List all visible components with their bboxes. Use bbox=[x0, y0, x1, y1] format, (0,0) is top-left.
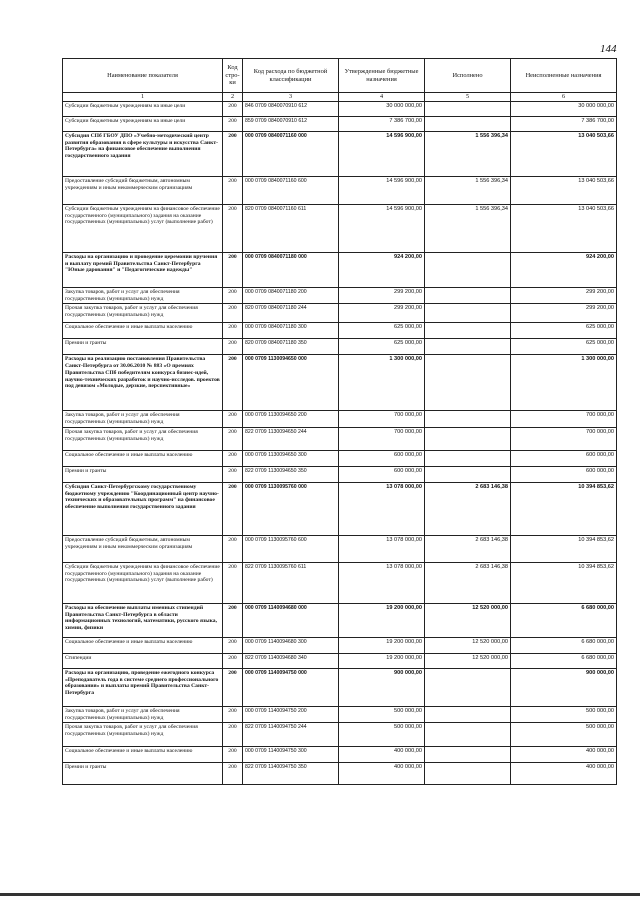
row-indicator-name: Премии и гранты bbox=[63, 763, 223, 785]
row-unexecuted-amount: 299 200,00 bbox=[511, 288, 617, 304]
table-row bbox=[63, 466, 617, 482]
table-row bbox=[63, 177, 617, 205]
row-executed-amount bbox=[425, 747, 511, 763]
row-approved-amount: 14 596 900,00 bbox=[339, 177, 425, 205]
row-expense-code: 822 0709 1130095760 611 bbox=[243, 562, 339, 603]
table-row bbox=[63, 747, 617, 763]
row-indicator-name: Социальное обеспечение и иные выплаты населению bbox=[63, 450, 223, 466]
header-expense-code: Код расхода по бюджетной классификации bbox=[243, 59, 339, 93]
row-executed-amount: 2 683 146,38 bbox=[425, 562, 511, 603]
row-unexecuted-amount: 13 040 503,66 bbox=[511, 177, 617, 205]
row-line-code: 200 bbox=[223, 339, 243, 355]
row-executed-amount: 2 683 146,38 bbox=[425, 535, 511, 562]
row-executed-amount bbox=[425, 706, 511, 722]
row-approved-amount: 13 078 000,00 bbox=[339, 482, 425, 535]
row-line-code: 200 bbox=[223, 466, 243, 482]
row-expense-code: 000 0709 0840071180 200 bbox=[243, 288, 339, 304]
row-approved-amount: 400 000,00 bbox=[339, 763, 425, 785]
row-indicator-name: Расходы на реализацию постановления Правительства Санкт-Петербурга от 30.06.2010 № 883 «О премиях Правительства СПб победителям конкурса бизнес-идей, научно-технических разработок и научно-исследов. проектов под девизом «Молодые, дерзкие, перспективные» bbox=[63, 355, 223, 411]
column-number: 3 bbox=[243, 93, 339, 102]
row-line-code: 200 bbox=[223, 535, 243, 562]
row-indicator-name: Прочая закупка товаров, работ и услуг для обеспечения государственных (муниципальных) нужд bbox=[63, 427, 223, 450]
row-unexecuted-amount: 500 000,00 bbox=[511, 723, 617, 747]
row-expense-code: 000 0709 1130094650 200 bbox=[243, 411, 339, 427]
row-approved-amount: 500 000,00 bbox=[339, 706, 425, 722]
row-indicator-name: Прочая закупка товаров, работ и услуг для обеспечения государственных (муниципальных) нужд bbox=[63, 723, 223, 747]
budget-execution-table bbox=[62, 58, 617, 785]
row-line-code: 200 bbox=[223, 323, 243, 339]
row-executed-amount: 12 520 000,00 bbox=[425, 637, 511, 653]
row-expense-code: 000 0709 0840071160 600 bbox=[243, 177, 339, 205]
row-approved-amount: 19 200 000,00 bbox=[339, 637, 425, 653]
row-indicator-name: Предоставление субсидий бюджетным, автономным учреждениям и иным некоммерческим организациям bbox=[63, 177, 223, 205]
row-unexecuted-amount: 600 000,00 bbox=[511, 450, 617, 466]
row-indicator-name: Субсидии бюджетным учреждениям на иные цели bbox=[63, 117, 223, 132]
row-indicator-name: Расходы на организацию, проведение ежегодного конкурса «Преподаватель года в системе среднего профессионального образования» и выплаты премий Правительства Санкт-Петербурга bbox=[63, 668, 223, 706]
row-line-code: 200 bbox=[223, 411, 243, 427]
row-approved-amount: 19 200 000,00 bbox=[339, 653, 425, 668]
row-expense-code: 000 0709 1140094750 200 bbox=[243, 706, 339, 722]
row-expense-code: 000 0709 0840071180 300 bbox=[243, 323, 339, 339]
row-approved-amount: 600 000,00 bbox=[339, 450, 425, 466]
table-row bbox=[63, 102, 617, 117]
row-line-code: 200 bbox=[223, 450, 243, 466]
row-executed-amount bbox=[425, 411, 511, 427]
row-executed-amount bbox=[425, 288, 511, 304]
table-row bbox=[63, 427, 617, 450]
row-approved-amount: 600 000,00 bbox=[339, 466, 425, 482]
row-indicator-name: Субсидия СПб ГБОУ ДПО «Учебно-методический центр развития образования в сфере культуры и искусства Санкт-Петербурга» на финансовое обеспечение выполнения государственного задания bbox=[63, 132, 223, 177]
row-approved-amount: 1 300 000,00 bbox=[339, 355, 425, 411]
table-row bbox=[63, 339, 617, 355]
row-expense-code: 000 0709 1130094650 300 bbox=[243, 450, 339, 466]
row-expense-code: 000 0709 0840071160 000 bbox=[243, 132, 339, 177]
row-unexecuted-amount: 13 040 503,66 bbox=[511, 205, 617, 253]
row-indicator-name: Субсидии бюджетным учреждениям на финансовое обеспечение государственного (муниципального) задания на оказание государственных (муниципальных) услуг (выполнение работ) bbox=[63, 205, 223, 253]
row-unexecuted-amount: 924 200,00 bbox=[511, 253, 617, 288]
table-row bbox=[63, 763, 617, 785]
table-body bbox=[63, 102, 617, 785]
row-executed-amount: 2 683 146,38 bbox=[425, 482, 511, 535]
row-executed-amount: 12 520 000,00 bbox=[425, 653, 511, 668]
row-unexecuted-amount: 10 394 853,62 bbox=[511, 535, 617, 562]
table-row bbox=[63, 706, 617, 722]
row-unexecuted-amount: 600 000,00 bbox=[511, 466, 617, 482]
row-expense-code: 000 0709 1140094680 000 bbox=[243, 603, 339, 637]
row-indicator-name: Закупка товаров, работ и услуг для обеспечения государственных (муниципальных) нужд bbox=[63, 706, 223, 722]
header-unexecuted: Неисполненные назначения bbox=[511, 59, 617, 93]
row-unexecuted-amount: 900 000,00 bbox=[511, 668, 617, 706]
row-line-code: 200 bbox=[223, 653, 243, 668]
scan-edge-divider bbox=[0, 893, 640, 896]
row-expense-code: 000 0709 1130095760 600 bbox=[243, 535, 339, 562]
table-row bbox=[63, 132, 617, 177]
table-row bbox=[63, 482, 617, 535]
row-executed-amount bbox=[425, 339, 511, 355]
row-unexecuted-amount: 6 680 000,00 bbox=[511, 637, 617, 653]
row-line-code: 200 bbox=[223, 253, 243, 288]
header-approved: Утвержденные бюджетные назначения bbox=[339, 59, 425, 93]
row-executed-amount bbox=[425, 304, 511, 323]
row-indicator-name: Расходы на обеспечение выплаты именных стипендий Правительства Санкт-Петербурга в области информационных технологий, математики, русского языка, химии, физики bbox=[63, 603, 223, 637]
table-row bbox=[63, 603, 617, 637]
row-expense-code: 000 0709 0840071180 000 bbox=[243, 253, 339, 288]
row-executed-amount: 1 556 396,34 bbox=[425, 132, 511, 177]
table-row bbox=[63, 411, 617, 427]
row-line-code: 200 bbox=[223, 482, 243, 535]
row-expense-code: 859 0709 0840070910 612 bbox=[243, 117, 339, 132]
row-unexecuted-amount: 30 000 000,00 bbox=[511, 102, 617, 117]
row-indicator-name: Субсидии бюджетным учреждениям на финансовое обеспечение государственного (муниципального) задания на оказание государственных (муниципальных) услуг (выполнение работ) bbox=[63, 562, 223, 603]
row-unexecuted-amount: 400 000,00 bbox=[511, 763, 617, 785]
row-line-code: 200 bbox=[223, 355, 243, 411]
row-executed-amount bbox=[425, 253, 511, 288]
table-row bbox=[63, 723, 617, 747]
row-unexecuted-amount: 6 680 000,00 bbox=[511, 603, 617, 637]
column-number-row bbox=[63, 93, 617, 102]
row-line-code: 200 bbox=[223, 723, 243, 747]
row-unexecuted-amount: 13 040 503,66 bbox=[511, 132, 617, 177]
row-unexecuted-amount: 6 680 000,00 bbox=[511, 653, 617, 668]
row-approved-amount: 500 000,00 bbox=[339, 723, 425, 747]
row-approved-amount: 14 596 900,00 bbox=[339, 205, 425, 253]
table-row bbox=[63, 653, 617, 668]
row-line-code: 200 bbox=[223, 603, 243, 637]
row-unexecuted-amount: 500 000,00 bbox=[511, 706, 617, 722]
row-unexecuted-amount: 299 200,00 bbox=[511, 304, 617, 323]
row-approved-amount: 700 000,00 bbox=[339, 427, 425, 450]
table-row bbox=[63, 304, 617, 323]
row-line-code: 200 bbox=[223, 102, 243, 117]
row-executed-amount bbox=[425, 427, 511, 450]
row-unexecuted-amount: 400 000,00 bbox=[511, 747, 617, 763]
row-unexecuted-amount: 10 394 853,62 bbox=[511, 562, 617, 603]
column-number: 6 bbox=[511, 93, 617, 102]
row-line-code: 200 bbox=[223, 205, 243, 253]
row-indicator-name: Субсидия Санкт-Петербургскому государственному бюджетному учреждению "Координационный центр научно-технических и образовательных программ" на финансовое обеспечение выполнения государственного задания bbox=[63, 482, 223, 535]
row-indicator-name: Субсидии бюджетным учреждениям на иные цели bbox=[63, 102, 223, 117]
row-approved-amount: 900 000,00 bbox=[339, 668, 425, 706]
row-expense-code: 846 0709 0840070910 612 bbox=[243, 102, 339, 117]
row-approved-amount: 700 000,00 bbox=[339, 411, 425, 427]
row-line-code: 200 bbox=[223, 288, 243, 304]
row-executed-amount: 1 556 396,34 bbox=[425, 205, 511, 253]
row-line-code: 200 bbox=[223, 427, 243, 450]
row-unexecuted-amount: 1 300 000,00 bbox=[511, 355, 617, 411]
row-expense-code: 000 0709 1140094750 300 bbox=[243, 747, 339, 763]
row-approved-amount: 299 200,00 bbox=[339, 288, 425, 304]
row-line-code: 200 bbox=[223, 637, 243, 653]
row-executed-amount bbox=[425, 723, 511, 747]
row-approved-amount: 14 596 900,00 bbox=[339, 132, 425, 177]
table-header-row bbox=[63, 59, 617, 93]
row-line-code: 200 bbox=[223, 177, 243, 205]
row-indicator-name: Социальное обеспечение и иные выплаты населению bbox=[63, 323, 223, 339]
row-unexecuted-amount: 700 000,00 bbox=[511, 427, 617, 450]
row-executed-amount bbox=[425, 102, 511, 117]
row-executed-amount bbox=[425, 450, 511, 466]
row-approved-amount: 625 000,00 bbox=[339, 323, 425, 339]
row-expense-code: 822 0709 1140094750 244 bbox=[243, 723, 339, 747]
table-row bbox=[63, 355, 617, 411]
row-indicator-name: Премии и гранты bbox=[63, 339, 223, 355]
row-approved-amount: 625 000,00 bbox=[339, 339, 425, 355]
row-expense-code: 000 0709 1130095760 000 bbox=[243, 482, 339, 535]
row-executed-amount: 12 520 000,00 bbox=[425, 603, 511, 637]
row-approved-amount: 30 000 000,00 bbox=[339, 102, 425, 117]
row-expense-code: 000 0709 1140094750 000 bbox=[243, 668, 339, 706]
column-number: 1 bbox=[63, 93, 223, 102]
row-line-code: 200 bbox=[223, 132, 243, 177]
row-expense-code: 822 0709 1130094650 350 bbox=[243, 466, 339, 482]
row-expense-code: 000 0709 1130094650 000 bbox=[243, 355, 339, 411]
table-row bbox=[63, 450, 617, 466]
row-approved-amount: 7 386 700,00 bbox=[339, 117, 425, 132]
row-executed-amount bbox=[425, 117, 511, 132]
row-indicator-name: Расходы на организацию и проведение церемонии вручения и выплату премий Правительства Санкт-Петербурга "Юные дарования" и "Педагогические надежды" bbox=[63, 253, 223, 288]
row-expense-code: 820 0709 0840071180 350 bbox=[243, 339, 339, 355]
row-executed-amount bbox=[425, 323, 511, 339]
header-indicator-name: Наименование показателя bbox=[63, 59, 223, 93]
table-row bbox=[63, 637, 617, 653]
row-approved-amount: 924 200,00 bbox=[339, 253, 425, 288]
column-number: 5 bbox=[425, 93, 511, 102]
row-unexecuted-amount: 625 000,00 bbox=[511, 339, 617, 355]
row-approved-amount: 400 000,00 bbox=[339, 747, 425, 763]
column-number: 2 bbox=[223, 93, 243, 102]
row-line-code: 200 bbox=[223, 747, 243, 763]
header-executed: Исполнено bbox=[425, 59, 511, 93]
row-line-code: 200 bbox=[223, 562, 243, 603]
row-expense-code: 820 0709 0840071180 244 bbox=[243, 304, 339, 323]
row-executed-amount bbox=[425, 668, 511, 706]
row-approved-amount: 299 200,00 bbox=[339, 304, 425, 323]
row-unexecuted-amount: 10 394 853,62 bbox=[511, 482, 617, 535]
row-approved-amount: 13 078 000,00 bbox=[339, 535, 425, 562]
row-line-code: 200 bbox=[223, 668, 243, 706]
table-row bbox=[63, 668, 617, 706]
table-row bbox=[63, 535, 617, 562]
row-indicator-name: Социальное обеспечение и иные выплаты населению bbox=[63, 747, 223, 763]
row-unexecuted-amount: 625 000,00 bbox=[511, 323, 617, 339]
row-line-code: 200 bbox=[223, 117, 243, 132]
row-expense-code: 822 0709 1140094750 350 bbox=[243, 763, 339, 785]
row-indicator-name: Премии и гранты bbox=[63, 466, 223, 482]
row-expense-code: 000 0709 1140094680 300 bbox=[243, 637, 339, 653]
row-indicator-name: Предоставление субсидий бюджетным, автономным учреждениям и иным некоммерческим организациям bbox=[63, 535, 223, 562]
row-approved-amount: 19 200 000,00 bbox=[339, 603, 425, 637]
row-executed-amount bbox=[425, 355, 511, 411]
row-expense-code: 820 0709 0840071160 611 bbox=[243, 205, 339, 253]
table-row bbox=[63, 323, 617, 339]
table-row bbox=[63, 205, 617, 253]
table-row bbox=[63, 253, 617, 288]
row-line-code: 200 bbox=[223, 304, 243, 323]
row-unexecuted-amount: 7 386 700,00 bbox=[511, 117, 617, 132]
row-indicator-name: Социальное обеспечение и иные выплаты населению bbox=[63, 637, 223, 653]
row-approved-amount: 13 078 000,00 bbox=[339, 562, 425, 603]
header-line-code: Код стро-ки bbox=[223, 59, 243, 93]
row-indicator-name: Закупка товаров, работ и услуг для обеспечения государственных (муниципальных) нужд bbox=[63, 411, 223, 427]
column-number: 4 bbox=[339, 93, 425, 102]
row-executed-amount bbox=[425, 763, 511, 785]
row-indicator-name: Закупка товаров, работ и услуг для обеспечения государственных (муниципальных) нужд bbox=[63, 288, 223, 304]
row-expense-code: 822 0709 1130094650 244 bbox=[243, 427, 339, 450]
row-executed-amount: 1 556 396,34 bbox=[425, 177, 511, 205]
table-row bbox=[63, 117, 617, 132]
row-indicator-name: Стипендии bbox=[63, 653, 223, 668]
table-row bbox=[63, 562, 617, 603]
row-executed-amount bbox=[425, 466, 511, 482]
row-expense-code: 822 0709 1140094680 340 bbox=[243, 653, 339, 668]
row-indicator-name: Прочая закупка товаров, работ и услуг для обеспечения государственных (муниципальных) нужд bbox=[63, 304, 223, 323]
row-unexecuted-amount: 700 000,00 bbox=[511, 411, 617, 427]
row-line-code: 200 bbox=[223, 763, 243, 785]
page-number: 144 bbox=[600, 43, 617, 55]
row-line-code: 200 bbox=[223, 706, 243, 722]
table-row bbox=[63, 288, 617, 304]
